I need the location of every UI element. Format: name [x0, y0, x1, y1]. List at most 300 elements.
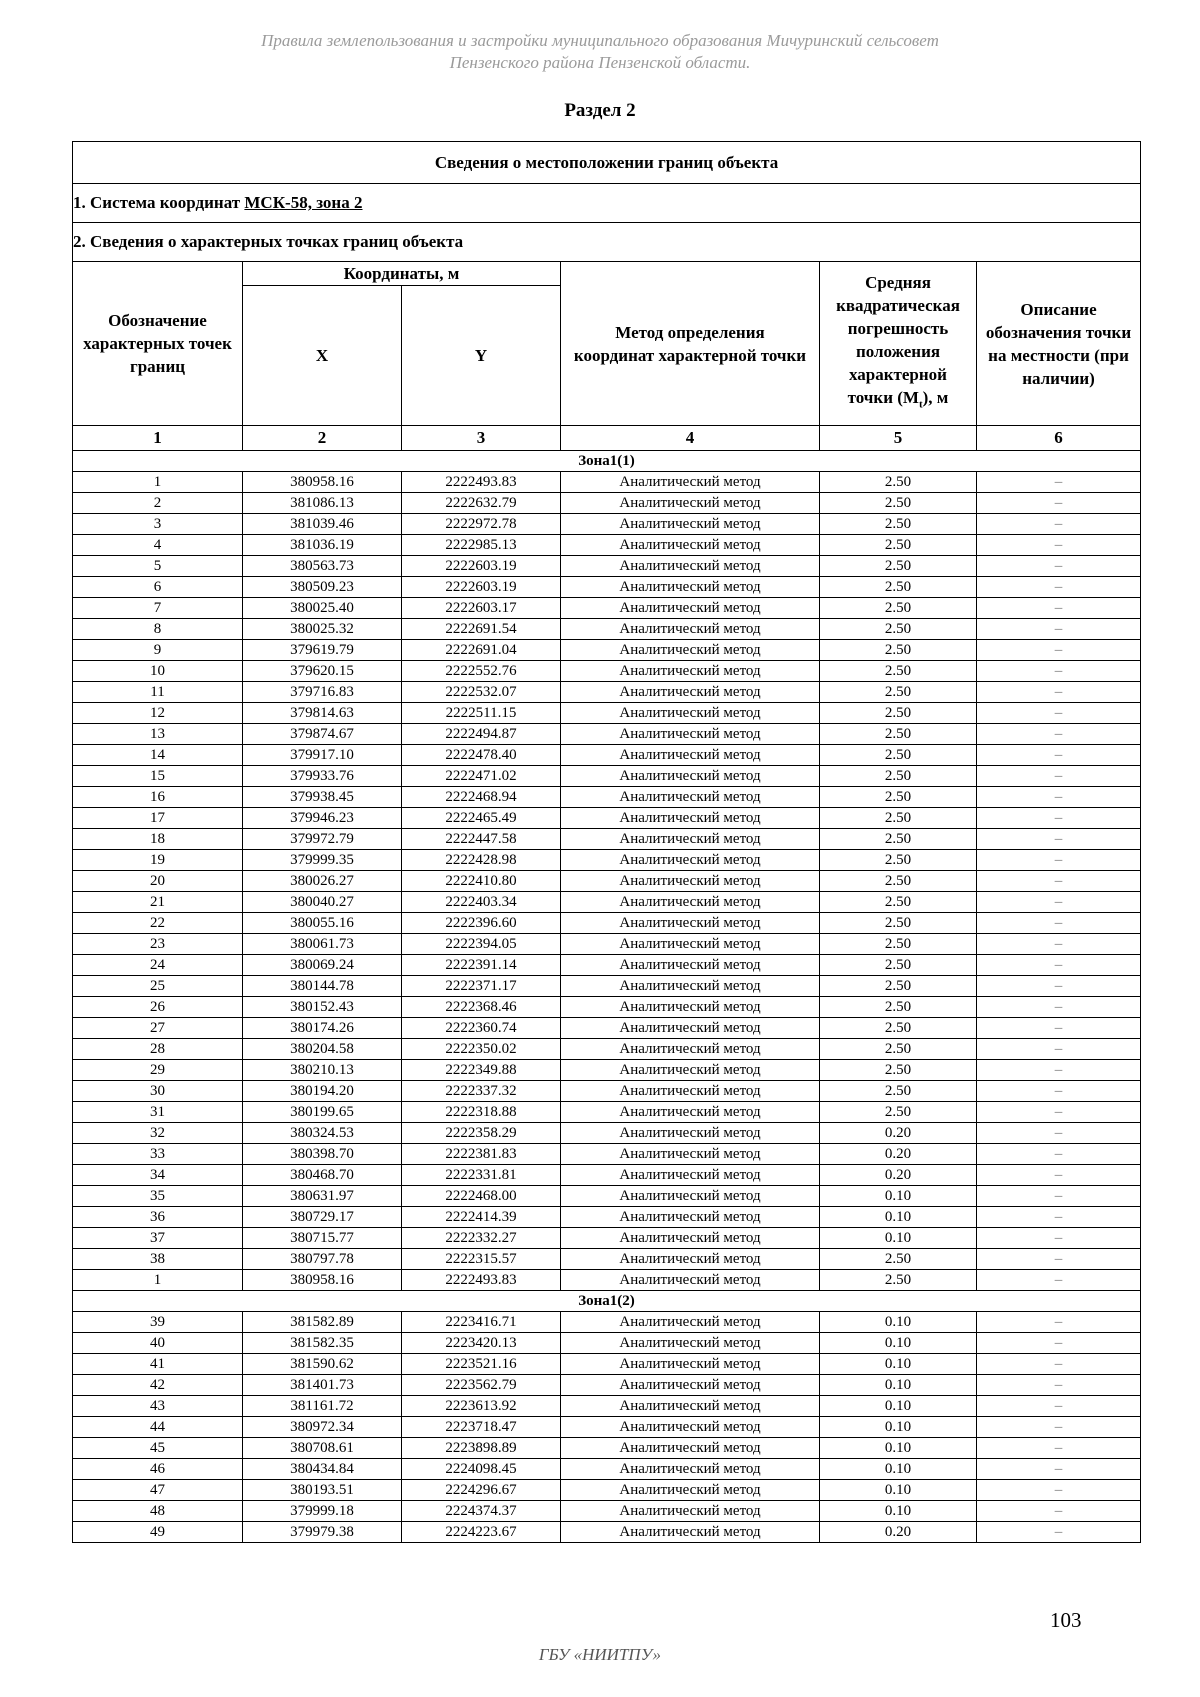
header-mean-error-text: Средняя квадратическая погрешность положения характерной точки (M: [836, 272, 960, 407]
method-cell: Аналитический метод: [561, 1039, 820, 1060]
y-coordinate-cell: 2222468.94: [402, 787, 561, 808]
table-row: [73, 556, 1141, 577]
table-row: [73, 1354, 1141, 1375]
coordinate-system-label: 1. Система координат: [73, 193, 245, 212]
table-row: [73, 1081, 1141, 1102]
method-cell: Аналитический метод: [561, 661, 820, 682]
y-coordinate-cell: 2223898.89: [402, 1438, 561, 1459]
method-cell: Аналитический метод: [561, 1186, 820, 1207]
mean-error-cell: 0.10: [820, 1333, 977, 1354]
mean-error-cell: 2.50: [820, 703, 977, 724]
mean-error-cell: 2.50: [820, 640, 977, 661]
description-cell: –: [977, 1312, 1141, 1333]
y-coordinate-cell: 2222331.81: [402, 1165, 561, 1186]
description-cell: –: [977, 1123, 1141, 1144]
description-cell: –: [977, 934, 1141, 955]
x-coordinate-cell: 380715.77: [243, 1228, 402, 1249]
y-coordinate-cell: 2223613.92: [402, 1396, 561, 1417]
method-cell: Аналитический метод: [561, 556, 820, 577]
description-cell: –: [977, 1144, 1141, 1165]
method-cell: Аналитический метод: [561, 766, 820, 787]
description-cell: –: [977, 1060, 1141, 1081]
column-number: 3: [402, 426, 561, 451]
method-cell: Аналитический метод: [561, 1522, 820, 1543]
point-id-cell: 33: [73, 1144, 243, 1165]
mean-error-cell: 0.10: [820, 1228, 977, 1249]
x-coordinate-cell: 380210.13: [243, 1060, 402, 1081]
point-id-cell: 41: [73, 1354, 243, 1375]
point-id-cell: 44: [73, 1417, 243, 1438]
table-row: [73, 535, 1141, 556]
x-coordinate-cell: 380958.16: [243, 1270, 402, 1291]
method-cell: Аналитический метод: [561, 703, 820, 724]
table-row: [73, 1123, 1141, 1144]
table-title: Сведения о местоположении границ объекта: [73, 142, 1141, 184]
mean-error-cell: 0.20: [820, 1165, 977, 1186]
y-coordinate-cell: 2222494.87: [402, 724, 561, 745]
x-coordinate-cell: 380434.84: [243, 1459, 402, 1480]
mean-error-cell: 2.50: [820, 1249, 977, 1270]
point-id-cell: 10: [73, 661, 243, 682]
point-id-cell: 34: [73, 1165, 243, 1186]
x-coordinate-cell: 380958.16: [243, 472, 402, 493]
table-row: [73, 661, 1141, 682]
method-cell: Аналитический метод: [561, 1312, 820, 1333]
y-coordinate-cell: 2222318.88: [402, 1102, 561, 1123]
table-row: [73, 766, 1141, 787]
table-row: [73, 1144, 1141, 1165]
table-row: [73, 1375, 1141, 1396]
y-coordinate-cell: 2223521.16: [402, 1354, 561, 1375]
method-cell: Аналитический метод: [561, 640, 820, 661]
point-id-cell: 14: [73, 745, 243, 766]
y-coordinate-cell: 2222315.57: [402, 1249, 561, 1270]
table-row: [73, 1249, 1141, 1270]
column-number: 4: [561, 426, 820, 451]
point-id-cell: 11: [73, 682, 243, 703]
description-cell: –: [977, 1228, 1141, 1249]
table-row: [73, 598, 1141, 619]
point-id-cell: 21: [73, 892, 243, 913]
y-coordinate-cell: 2222465.49: [402, 808, 561, 829]
method-cell: Аналитический метод: [561, 1417, 820, 1438]
mean-error-cell: 2.50: [820, 493, 977, 514]
mean-error-cell: 0.20: [820, 1144, 977, 1165]
point-id-cell: 9: [73, 640, 243, 661]
x-coordinate-cell: 381401.73: [243, 1375, 402, 1396]
method-cell: Аналитический метод: [561, 1270, 820, 1291]
method-cell: Аналитический метод: [561, 577, 820, 598]
table-row: [73, 1207, 1141, 1228]
mean-error-cell: 0.10: [820, 1459, 977, 1480]
point-id-cell: 46: [73, 1459, 243, 1480]
y-coordinate-cell: 2222410.80: [402, 871, 561, 892]
table-row: [73, 1165, 1141, 1186]
method-cell: Аналитический метод: [561, 682, 820, 703]
point-id-cell: 28: [73, 1039, 243, 1060]
y-coordinate-cell: 2223416.71: [402, 1312, 561, 1333]
method-cell: Аналитический метод: [561, 1459, 820, 1480]
y-coordinate-cell: 2222391.14: [402, 955, 561, 976]
mean-error-cell: 2.50: [820, 913, 977, 934]
y-coordinate-cell: 2222632.79: [402, 493, 561, 514]
y-coordinate-cell: 2222511.15: [402, 703, 561, 724]
page-number: 103: [1050, 1608, 1082, 1632]
table-row: [73, 1438, 1141, 1459]
y-coordinate-cell: 2222371.17: [402, 976, 561, 997]
x-coordinate-cell: 380055.16: [243, 913, 402, 934]
y-coordinate-cell: 2222349.88: [402, 1060, 561, 1081]
x-coordinate-cell: 381590.62: [243, 1354, 402, 1375]
y-coordinate-cell: 2222358.29: [402, 1123, 561, 1144]
x-coordinate-cell: 380797.78: [243, 1249, 402, 1270]
point-id-cell: 12: [73, 703, 243, 724]
point-id-cell: 47: [73, 1480, 243, 1501]
description-cell: –: [977, 1396, 1141, 1417]
x-coordinate-cell: 380631.97: [243, 1186, 402, 1207]
x-coordinate-cell: 381039.46: [243, 514, 402, 535]
table-row: [73, 1333, 1141, 1354]
table-row: [73, 934, 1141, 955]
mean-error-cell: 2.50: [820, 619, 977, 640]
table-row: [73, 1312, 1141, 1333]
y-coordinate-cell: 2224098.45: [402, 1459, 561, 1480]
description-cell: –: [977, 703, 1141, 724]
mean-error-cell: 2.50: [820, 1081, 977, 1102]
point-id-cell: 4: [73, 535, 243, 556]
header-method: Метод определения координат характерной точки: [561, 262, 820, 426]
y-coordinate-cell: 2222350.02: [402, 1039, 561, 1060]
point-id-cell: 40: [73, 1333, 243, 1354]
x-coordinate-cell: 380025.32: [243, 619, 402, 640]
point-id-cell: 29: [73, 1060, 243, 1081]
table-row: [73, 619, 1141, 640]
x-coordinate-cell: 380025.40: [243, 598, 402, 619]
column-number: 6: [977, 426, 1141, 451]
header-description: Описание обозначения точки на местности (при наличии): [977, 262, 1141, 426]
header-mean-error: [820, 262, 977, 426]
description-cell: –: [977, 682, 1141, 703]
x-coordinate-cell: 380324.53: [243, 1123, 402, 1144]
mean-error-cell: 0.10: [820, 1480, 977, 1501]
point-id-cell: 32: [73, 1123, 243, 1144]
y-coordinate-cell: 2222985.13: [402, 535, 561, 556]
method-cell: Аналитический метод: [561, 1123, 820, 1144]
description-cell: –: [977, 1081, 1141, 1102]
table-row: [73, 640, 1141, 661]
y-coordinate-cell: 2224223.67: [402, 1522, 561, 1543]
x-coordinate-cell: 380061.73: [243, 934, 402, 955]
method-cell: Аналитический метод: [561, 1081, 820, 1102]
running-header-line-2: Пензенского района Пензенской области.: [449, 53, 751, 72]
method-cell: Аналитический метод: [561, 850, 820, 871]
header-mean-error-unit: ), м: [922, 387, 949, 407]
x-coordinate-cell: 380204.58: [243, 1039, 402, 1060]
point-id-cell: 20: [73, 871, 243, 892]
mean-error-cell: 2.50: [820, 871, 977, 892]
mean-error-cell: 2.50: [820, 787, 977, 808]
description-cell: –: [977, 850, 1141, 871]
y-coordinate-cell: 2222403.34: [402, 892, 561, 913]
section-title: Раздел 2: [564, 100, 636, 121]
mean-error-cell: 2.50: [820, 472, 977, 493]
y-coordinate-cell: 2222337.32: [402, 1081, 561, 1102]
y-coordinate-cell: 2222493.83: [402, 472, 561, 493]
mean-error-cell: 2.50: [820, 955, 977, 976]
method-cell: Аналитический метод: [561, 1501, 820, 1522]
header-y: Y: [402, 286, 561, 426]
method-cell: Аналитический метод: [561, 535, 820, 556]
point-id-cell: 2: [73, 493, 243, 514]
method-cell: Аналитический метод: [561, 472, 820, 493]
table-row: [73, 703, 1141, 724]
method-cell: Аналитический метод: [561, 913, 820, 934]
method-cell: Аналитический метод: [561, 1333, 820, 1354]
x-coordinate-cell: 379972.79: [243, 829, 402, 850]
x-coordinate-cell: 380398.70: [243, 1144, 402, 1165]
description-cell: –: [977, 1438, 1141, 1459]
table-row: [73, 514, 1141, 535]
mean-error-cell: 2.50: [820, 577, 977, 598]
method-cell: Аналитический метод: [561, 871, 820, 892]
y-coordinate-cell: 2222603.19: [402, 577, 561, 598]
table-row: [73, 1522, 1141, 1543]
point-id-cell: 42: [73, 1375, 243, 1396]
method-cell: Аналитический метод: [561, 1228, 820, 1249]
point-id-cell: 22: [73, 913, 243, 934]
mean-error-cell: 2.50: [820, 535, 977, 556]
description-cell: –: [977, 1480, 1141, 1501]
y-coordinate-cell: 2222414.39: [402, 1207, 561, 1228]
x-coordinate-cell: 381036.19: [243, 535, 402, 556]
y-coordinate-cell: 2222691.54: [402, 619, 561, 640]
point-id-cell: 7: [73, 598, 243, 619]
method-cell: Аналитический метод: [561, 514, 820, 535]
mean-error-cell: 0.10: [820, 1396, 977, 1417]
x-coordinate-cell: 380563.73: [243, 556, 402, 577]
method-cell: Аналитический метод: [561, 1165, 820, 1186]
table-row: [73, 892, 1141, 913]
table-row: [73, 787, 1141, 808]
point-id-cell: 19: [73, 850, 243, 871]
description-cell: –: [977, 577, 1141, 598]
point-id-cell: 1: [73, 1270, 243, 1291]
point-id-cell: 43: [73, 1396, 243, 1417]
column-number: 1: [73, 426, 243, 451]
header-x: X: [243, 286, 402, 426]
y-coordinate-cell: 2222381.83: [402, 1144, 561, 1165]
column-number: 5: [820, 426, 977, 451]
zone-name: Зона1(2): [73, 1291, 1141, 1312]
point-id-cell: 15: [73, 766, 243, 787]
mean-error-cell: 0.10: [820, 1501, 977, 1522]
mean-error-cell: 0.20: [820, 1522, 977, 1543]
method-cell: Аналитический метод: [561, 1018, 820, 1039]
x-coordinate-cell: 379999.18: [243, 1501, 402, 1522]
mean-error-cell: 2.50: [820, 556, 977, 577]
point-id-cell: 30: [73, 1081, 243, 1102]
method-cell: Аналитический метод: [561, 997, 820, 1018]
description-cell: –: [977, 1375, 1141, 1396]
table-row: [73, 1480, 1141, 1501]
point-id-cell: 25: [73, 976, 243, 997]
description-cell: –: [977, 1186, 1141, 1207]
table-row: [73, 577, 1141, 598]
x-coordinate-cell: 380194.20: [243, 1081, 402, 1102]
x-coordinate-cell: 380193.51: [243, 1480, 402, 1501]
footer-organization: ГБУ «НИИТПУ»: [538, 1645, 662, 1664]
table-row: [73, 493, 1141, 514]
method-cell: Аналитический метод: [561, 808, 820, 829]
mean-error-cell: 0.10: [820, 1186, 977, 1207]
x-coordinate-cell: 379979.38: [243, 1522, 402, 1543]
x-coordinate-cell: 380468.70: [243, 1165, 402, 1186]
description-cell: –: [977, 598, 1141, 619]
table-row: [73, 955, 1141, 976]
method-cell: Аналитический метод: [561, 1207, 820, 1228]
mean-error-cell: 2.50: [820, 661, 977, 682]
method-cell: Аналитический метод: [561, 829, 820, 850]
method-cell: Аналитический метод: [561, 1375, 820, 1396]
method-cell: Аналитический метод: [561, 1102, 820, 1123]
description-cell: –: [977, 619, 1141, 640]
mean-error-cell: 0.10: [820, 1207, 977, 1228]
mean-error-cell: 2.50: [820, 850, 977, 871]
table-row: [73, 1270, 1141, 1291]
description-cell: –: [977, 913, 1141, 934]
description-cell: –: [977, 1417, 1141, 1438]
points-heading: 2. Сведения о характерных точках границ объекта: [73, 223, 1141, 262]
table-row: [73, 1396, 1141, 1417]
x-coordinate-cell: 379933.76: [243, 766, 402, 787]
table-row: [73, 745, 1141, 766]
point-id-cell: 13: [73, 724, 243, 745]
running-header-line-1: Правила землепользования и застройки муниципального образования Мичуринский сельсовет: [261, 31, 939, 50]
x-coordinate-cell: 380152.43: [243, 997, 402, 1018]
y-coordinate-cell: 2222532.07: [402, 682, 561, 703]
header-mean-error-subscript: t: [918, 398, 923, 411]
method-cell: Аналитический метод: [561, 1144, 820, 1165]
mean-error-cell: 2.50: [820, 1102, 977, 1123]
table-row: [73, 1018, 1141, 1039]
x-coordinate-cell: 381161.72: [243, 1396, 402, 1417]
method-cell: Аналитический метод: [561, 976, 820, 997]
method-cell: Аналитический метод: [561, 787, 820, 808]
mean-error-cell: 2.50: [820, 1039, 977, 1060]
x-coordinate-cell: 379716.83: [243, 682, 402, 703]
description-cell: –: [977, 829, 1141, 850]
point-id-cell: 36: [73, 1207, 243, 1228]
mean-error-cell: 0.10: [820, 1375, 977, 1396]
mean-error-cell: 2.50: [820, 1270, 977, 1291]
description-cell: –: [977, 1459, 1141, 1480]
zone-header-row: [73, 451, 1141, 472]
mean-error-cell: 2.50: [820, 934, 977, 955]
x-coordinate-cell: 380144.78: [243, 976, 402, 997]
description-cell: –: [977, 787, 1141, 808]
description-cell: –: [977, 871, 1141, 892]
zone-name: Зона1(1): [73, 451, 1141, 472]
method-cell: Аналитический метод: [561, 1249, 820, 1270]
method-cell: Аналитический метод: [561, 745, 820, 766]
table-row: [73, 1186, 1141, 1207]
method-cell: Аналитический метод: [561, 1438, 820, 1459]
description-cell: –: [977, 892, 1141, 913]
table-row: [73, 1102, 1141, 1123]
coordinate-system-value: МСК-58, зона 2: [244, 193, 363, 212]
description-cell: –: [977, 976, 1141, 997]
table-row: [73, 1417, 1141, 1438]
table-row: [73, 913, 1141, 934]
mean-error-cell: 2.50: [820, 808, 977, 829]
description-cell: –: [977, 1039, 1141, 1060]
description-cell: –: [977, 1207, 1141, 1228]
mean-error-cell: 2.50: [820, 766, 977, 787]
x-coordinate-cell: 380972.34: [243, 1417, 402, 1438]
description-cell: –: [977, 724, 1141, 745]
point-id-cell: 35: [73, 1186, 243, 1207]
point-id-cell: 18: [73, 829, 243, 850]
description-cell: –: [977, 1522, 1141, 1543]
x-coordinate-cell: 379938.45: [243, 787, 402, 808]
mean-error-cell: 2.50: [820, 976, 977, 997]
point-id-cell: 38: [73, 1249, 243, 1270]
boundary-points-table: [72, 141, 1141, 1543]
x-coordinate-cell: 380069.24: [243, 955, 402, 976]
y-coordinate-cell: 2222603.17: [402, 598, 561, 619]
table-row: [73, 724, 1141, 745]
description-cell: –: [977, 661, 1141, 682]
description-cell: –: [977, 766, 1141, 787]
x-coordinate-cell: 381582.35: [243, 1333, 402, 1354]
y-coordinate-cell: 2222468.00: [402, 1186, 561, 1207]
y-coordinate-cell: 2222428.98: [402, 850, 561, 871]
description-cell: –: [977, 556, 1141, 577]
table-row: [73, 472, 1141, 493]
point-id-cell: 37: [73, 1228, 243, 1249]
table-row: [73, 850, 1141, 871]
description-cell: –: [977, 1501, 1141, 1522]
y-coordinate-cell: 2223420.13: [402, 1333, 561, 1354]
point-id-cell: 24: [73, 955, 243, 976]
table-row: [73, 1459, 1141, 1480]
point-id-cell: 26: [73, 997, 243, 1018]
mean-error-cell: 0.10: [820, 1354, 977, 1375]
mean-error-cell: 0.10: [820, 1438, 977, 1459]
mean-error-cell: 0.20: [820, 1123, 977, 1144]
x-coordinate-cell: 379619.79: [243, 640, 402, 661]
method-cell: Аналитический метод: [561, 934, 820, 955]
point-id-cell: 8: [73, 619, 243, 640]
header-designation: Обозначение характерных точек границ: [73, 262, 243, 426]
y-coordinate-cell: 2222396.60: [402, 913, 561, 934]
x-coordinate-cell: 379917.10: [243, 745, 402, 766]
table-row: [73, 976, 1141, 997]
y-coordinate-cell: 2222603.19: [402, 556, 561, 577]
mean-error-cell: 2.50: [820, 514, 977, 535]
description-cell: –: [977, 1333, 1141, 1354]
x-coordinate-cell: 380040.27: [243, 892, 402, 913]
description-cell: –: [977, 514, 1141, 535]
coordinate-system-row: [73, 184, 1141, 223]
x-coordinate-cell: 380199.65: [243, 1102, 402, 1123]
mean-error-cell: 2.50: [820, 829, 977, 850]
x-coordinate-cell: 380729.17: [243, 1207, 402, 1228]
zone-header-row: [73, 1291, 1141, 1312]
y-coordinate-cell: 2222447.58: [402, 829, 561, 850]
table-row: [73, 829, 1141, 850]
description-cell: –: [977, 1354, 1141, 1375]
